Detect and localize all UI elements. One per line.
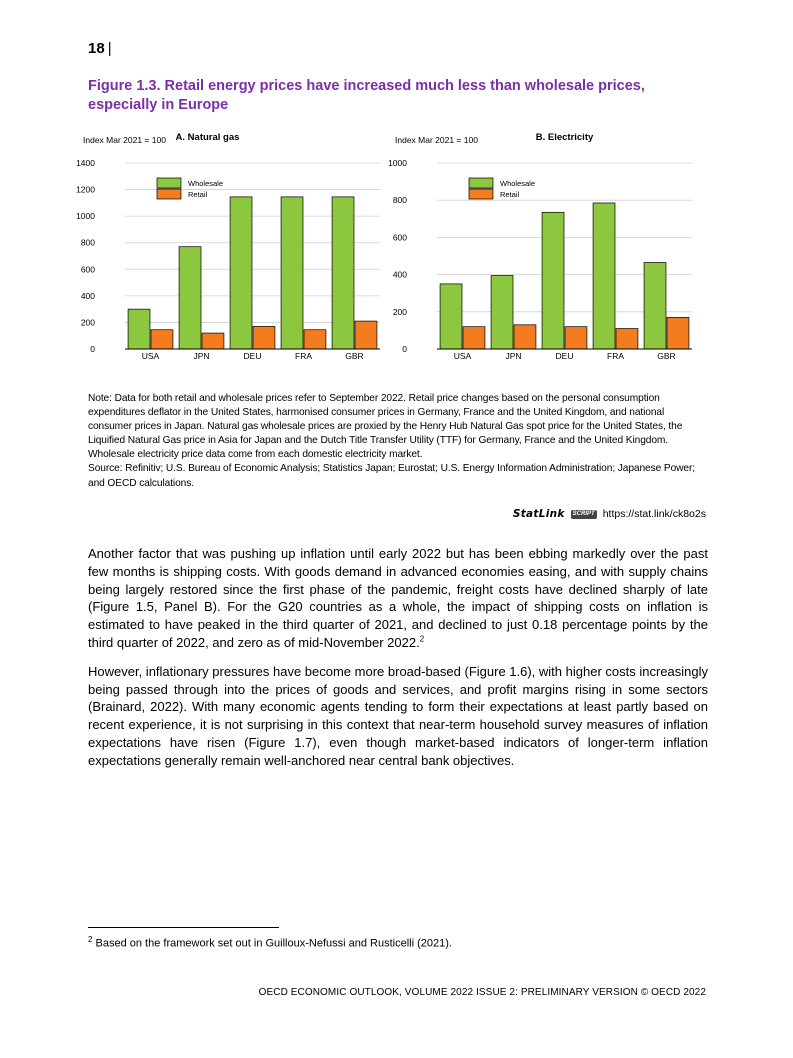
- page-number-separator: |: [107, 40, 112, 57]
- chart-0-xtick-label-jpn: JPN: [193, 351, 210, 361]
- chart-0-ytick-label: 1200: [76, 184, 95, 195]
- chart-1-legend-label-retail: Retail: [500, 190, 520, 199]
- statlink[interactable]: [513, 508, 706, 520]
- chart-1-bar-wholesale-deu: [542, 212, 564, 349]
- chart-0-bar-retail-usa: [151, 330, 173, 349]
- chart-0-bar-wholesale-deu: [230, 197, 252, 349]
- chart-electricity: [388, 125, 702, 375]
- chart-0-xtick-label-deu: DEU: [243, 351, 262, 361]
- chart-1-ytick-label: 0: [402, 344, 407, 354]
- chart-0-ytick-label: 400: [80, 290, 95, 301]
- chart-0-bar-wholesale-gbr: [332, 197, 354, 349]
- chart-1-bar-wholesale-usa: [440, 284, 462, 349]
- statlink-brand: StatLink: [512, 508, 565, 520]
- chart-0-bar-wholesale-usa: [128, 309, 150, 349]
- chart-0-bar-retail-deu: [253, 326, 275, 349]
- chart-0-ytick-label: 1400: [76, 158, 95, 168]
- chart-1-legend-label-wholesale: Wholesale: [500, 179, 536, 188]
- source-text: Source: Refinitiv; U.S. Bureau of Economic Analysis; Statistics Japan; Eurostat; U.S. Energy Information Administration; Japanese Power; and OECD calculations.: [88, 463, 695, 489]
- footnote-text: Based on the framework set out in Guilloux-Nefussi and Rusticelli (2021).: [92, 937, 452, 950]
- figure-note: [88, 392, 708, 491]
- chart-1-title: B. Electricity: [535, 132, 594, 143]
- chart-1-ylabel: Index Mar 2021 = 100: [395, 135, 478, 145]
- chart-0-ytick-label: 1000: [76, 211, 95, 222]
- page-number: [88, 40, 112, 57]
- chart-0-xtick-label-gbr: GBR: [345, 351, 364, 361]
- footnote-marker: 2: [88, 935, 93, 944]
- chart-1-ytick-label: 1000: [388, 158, 407, 168]
- chart-0-xtick-label-fra: FRA: [295, 351, 312, 361]
- body-text: [88, 545, 708, 781]
- page-number-value: 18: [88, 40, 105, 57]
- note-text: Note: Data for both retail and wholesale prices refer to September 2022. Retail price changes based on the personal consumption expenditures deflator in the United States, harmonised consumer prices in Germany, France and the United Kingdom, and national consumer prices in Japan. Natural gas wholesale prices are proxied by the Henry Hub Natural Gas spot price for the United States, the Liquified Natural Gas price in Asia for Japan and the Dutch Title Transfer Utility (TTF) for Germany, France and the United Kingdom. Wholesale electricity price data come from each domestic electricity market.: [88, 393, 683, 461]
- chart-0-title: A. Natural gas: [175, 132, 240, 143]
- chart-0-legend-swatch-retail: [157, 189, 181, 199]
- chart-0-ylabel: Index Mar 2021 = 100: [83, 135, 166, 145]
- chart-0-bar-retail-gbr: [355, 321, 377, 349]
- chart-1-ytick-label: 600: [392, 232, 407, 243]
- chart-1-bar-wholesale-fra: [593, 203, 615, 349]
- footnote: [88, 935, 452, 950]
- chart-1-bar-retail-fra: [616, 329, 638, 349]
- figure-title: Figure 1.3. Retail energy prices have increased much less than wholesale prices, especially in Europe: [88, 78, 645, 113]
- chart-1-bar-retail-gbr: [667, 317, 689, 349]
- chart-1-xtick-label-fra: FRA: [607, 351, 624, 361]
- chart-1-ytick-label: 400: [392, 269, 407, 280]
- page-footer: OECD ECONOMIC OUTLOOK, VOLUME 2022 ISSUE 2: PRELIMINARY VERSION © OECD 2022: [258, 987, 706, 998]
- chart-0-bar-retail-fra: [304, 330, 326, 349]
- chart-0-legend-swatch-wholesale: [157, 178, 181, 188]
- statlink-url[interactable]: https://stat.link/ck8o2s: [602, 508, 706, 520]
- chart-1-xtick-label-usa: USA: [453, 351, 472, 361]
- chart-natural-gas: [76, 125, 390, 375]
- footnote-divider: [88, 927, 279, 928]
- chart-0-ytick-label: 600: [80, 264, 95, 275]
- chart-1-bar-retail-usa: [463, 327, 485, 349]
- chart-0-ytick-label: 200: [80, 317, 95, 328]
- paragraph-1-text: Another factor that was pushing up inflation until early 2022 but has been ebbing markedly over the past few months is shipping costs. With goods demand in advanced economies easing, and with supply chains being largely restored since the first phase of the pandemic, freight costs have declined sharply of late (Figure 1.5, Panel B). For the G20 countries as a whole, the impact of shipping costs on inflation is estimated to have peaked in the third quarter of 2021, and declined to just 0.18 percentage points by the third quarter of 2022, and zero as of mid-November 2022.: [88, 546, 708, 650]
- chart-1-legend-swatch-retail: [469, 189, 493, 199]
- chart-1-bar-retail-deu: [565, 327, 587, 349]
- chart-1-xtick-label-deu: DEU: [555, 351, 574, 361]
- chart-0-legend-label-retail: Retail: [188, 190, 208, 199]
- chart-1-xtick-label-gbr: GBR: [657, 351, 676, 361]
- chart-1-ytick-label: 800: [392, 195, 407, 206]
- statlink-logo-icon: SCRIPT: [572, 510, 595, 517]
- paragraph-inflation-pressures: However, inflationary pressures have become more broad-based (Figure 1.6), with higher costs increasingly being passed through into the prices of goods and services, and profit margins rising in some sectors (Brainard, 2022). With many economic agents tending to form their expectations at least partly based on recent experience, it is not surprising in this context that near-term household survey measures of inflation expectations have risen (Figure 1.7), even though market-based indicators of longer-term inflation expectations generally remain well-anchored near central bank objectives.: [88, 663, 708, 768]
- chart-0-bar-wholesale-fra: [281, 197, 303, 349]
- chart-0-legend-label-wholesale: Wholesale: [188, 179, 224, 188]
- chart-0-xtick-label-usa: USA: [141, 351, 160, 361]
- chart-0-ytick-label: 0: [90, 344, 95, 354]
- chart-1-bar-wholesale-jpn: [491, 276, 513, 349]
- chart-1-bar-retail-jpn: [514, 325, 536, 349]
- chart-0-bar-retail-jpn: [202, 333, 224, 349]
- chart-1-bar-wholesale-gbr: [644, 263, 666, 349]
- chart-1-xtick-label-jpn: JPN: [505, 351, 522, 361]
- chart-1-ytick-label: 200: [392, 306, 407, 317]
- chart-0-ytick-label: 800: [80, 237, 95, 248]
- footnote-ref[interactable]: 2: [419, 634, 425, 644]
- chart-1-legend-swatch-wholesale: [469, 178, 493, 188]
- chart-0-bar-wholesale-jpn: [179, 247, 201, 349]
- paragraph-shipping-costs: [88, 545, 708, 652]
